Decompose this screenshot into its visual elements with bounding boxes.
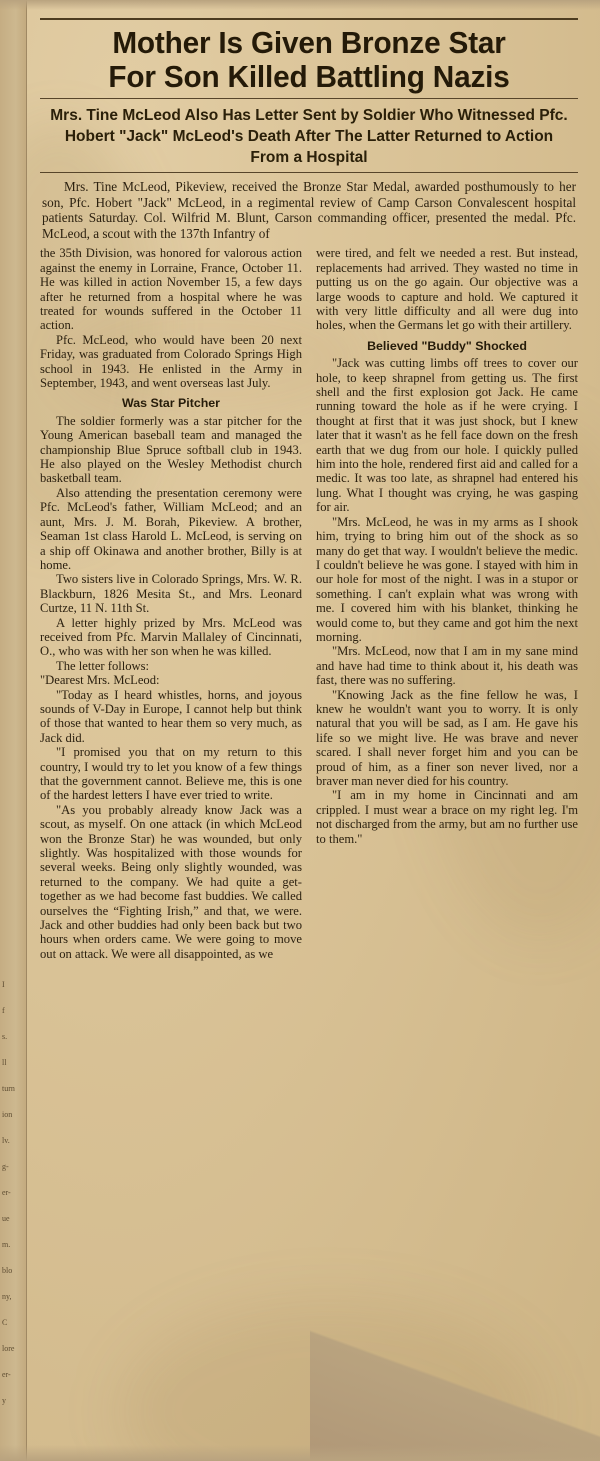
edge-text-fragment: m.: [2, 1240, 11, 1249]
paragraph: "Dearest Mrs. McLeod:: [40, 673, 160, 688]
edge-text-fragment: turn: [2, 1084, 15, 1093]
headline-line-1: Mother Is Given Bronze Star: [112, 25, 506, 60]
article-body: [26, 8, 592, 1448]
edge-text-fragment: g-: [2, 1162, 9, 1171]
edge-text-fragment: er-: [2, 1370, 11, 1379]
paragraph: Pfc. McLeod, who would have been 20 next Friday, was graduated from Colorado Springs High school in 1943. He enlisted in the Army in September, 1943, and went overseas last July.: [40, 332, 302, 391]
paragraph: Two sisters live in Colorado Springs, Mrs. W. R. Blackburn, 1826 Mesita St., and Mrs. Leonard Curtze, 11 N. 11th St.: [40, 572, 302, 616]
torn-left-edge: [0, 0, 27, 1461]
paragraph: were tired, and felt we needed a rest. But instead, replacements had arrived. They wasted no time in putting us on the go again. Our objective was a large woods to capture and hold. We captured it with very little difficulty and all were dug into holes, when the Germans let go with their artillery.: [316, 246, 578, 333]
edge-text-fragment: lv.: [2, 1136, 10, 1145]
edge-text-fragment: blo: [2, 1266, 13, 1275]
headline-rule: [40, 98, 578, 99]
edge-text-fragment: f: [2, 1006, 5, 1015]
edge-text-fragment: ion: [2, 1110, 13, 1119]
paragraph: Also attending the presentation ceremony were Pfc. McLeod's father, William McLeod; and an aunt, Mrs. J. M. Borah, Pikeview. A brother, Seaman 1st class Harold L. McLeod, is serving on a ship off Okinawa and another brother, Billy is at home.: [40, 485, 302, 572]
subhead-rule: [40, 172, 578, 173]
paragraph: the 35th Division, was honored for valorous action against the enemy in Lorraine, France, October 11. He was killed in action November 15, a few days after he returned from a hospital where he was treated for wounds suffered in the October 11 action.: [40, 246, 302, 333]
edge-text-fragment: ny,: [2, 1292, 12, 1301]
paragraph: The letter follows:: [56, 658, 150, 673]
headline-line-2: For Son Killed Battling Nazis: [108, 59, 510, 94]
page-title: [49, 26, 569, 94]
edge-text-fragment: y: [2, 1396, 6, 1405]
paragraph: "Mrs. McLeod, now that I am in my sane mind and have had time to think about it, his death was fast, there was no suffering.: [316, 644, 578, 688]
columns: [38, 246, 580, 961]
section-subheading: Believed "Buddy" Shocked: [367, 338, 527, 353]
edge-text-fragment: ll: [2, 1058, 7, 1067]
top-rule: [40, 18, 578, 20]
paragraph: "Today as I heard whistles, horns, and joyous sounds of V-Day in Europe, I cannot help but think of those that wanted to hear them so very much, as Jack did.: [40, 687, 302, 745]
edge-text-fragment: I: [2, 980, 5, 989]
edge-text-fragment: lore: [2, 1344, 15, 1353]
paragraph: A letter highly prized by Mrs. McLeod was received from Pfc. Marvin Mallaley of Cincinnati, O., who was with her son when he was killed.: [40, 615, 302, 659]
paragraph: The soldier formerly was a star pitcher for the Young American baseball team and managed the championship Blue Spruce softball club in 1943. He also played on the Wesley Methodist church basketball team.: [40, 413, 302, 486]
edge-text-fragment: s.: [2, 1032, 8, 1041]
edge-text-fragment: er-: [2, 1188, 11, 1197]
paragraph: "I promised you that on my return to this country, I would try to let you know of a few things that the government cannot. Believe me, this is one of the hardest letters I have ever tried to write.: [40, 745, 302, 803]
subheadline: Mrs. Tine McLeod Also Has Letter Sent by Soldier Who Witnessed Pfc. Hobert "Jack" McLeod's Death After The Latter Returned to Action From a Hospital: [50, 107, 568, 166]
paragraph: "As you probably already know Jack was a scout, as myself. On one attack (in which McLeod won the Bronze Star) he was wounded, but only slightly. Was hospitalized with those wounds for several weeks. Being only slightly wounded, was returned to the company. We had quite a get-together as we had become fast buddies. We called ourselves the “Fighting Irish,” and that, we were. Jack and other buddies had only been back but two hours when orders came. We were going to move out on attack. We were all disappointed, as we: [40, 802, 302, 961]
paragraph: "Jack was cutting limbs off trees to cover our hole, to keep shrapnel from getting us. The first shell and the first explosion got Jack. He came running toward the hole as if he were crying. I thought at first that it was just shock, but I knew later that it wasn't as he fell face down on the fresh earth that we dug from our hole. I quickly pulled him into the hole, rendered first aid and called for a medic. It was too late, as shrapnel had entered his lung. What I thought was crying, he was gasping for air.: [316, 356, 578, 515]
edge-text-fragment: ue: [2, 1214, 10, 1223]
lede-paragraph: Mrs. Tine McLeod, Pikeview, received the Bronze Star Medal, awarded posthumously to her son, Pfc. Hobert "Jack" McLeod, in a regimental review of Camp Carson Convalescent hospital patients Saturday. Col. Wilfrid M. Blunt, Carson commanding officer, presented the medal. Pfc. McLeod, a scout with the 137th Infantry of: [42, 179, 576, 241]
paragraph: "Mrs. McLeod, he was in my arms as I shook him, trying to bring him out of the shock as so many do get that way. I wouldn't believe the medic. I couldn't believe he was gone. I stayed with him in our hole for most of the night. I was in a stupor or something. I can't explain what was wrong with me. I covered him with his blanket, thinking he would come to, but they came and got him the next morning.: [316, 514, 578, 644]
section-subheading: Was Star Pitcher: [121, 396, 220, 411]
column-right: [316, 246, 578, 961]
edge-text-fragment: C: [2, 1318, 8, 1327]
paragraph: "I am in my home in Cincinnati and am crippled. I must wear a brace on my right leg. I'm not discharged from the army, but am no further use to them.": [316, 788, 578, 846]
paragraph: "Knowing Jack as the fine fellow he was, I knew he wouldn't want you to worry. It is only natural that you will be sad, as I am. He gave his life so we might live. He was brave and never scared. I shall never forget him and you can be proud of him, as a finer son never lived, nor a braver man never died for his country.: [316, 687, 578, 788]
column-left: [40, 246, 302, 961]
